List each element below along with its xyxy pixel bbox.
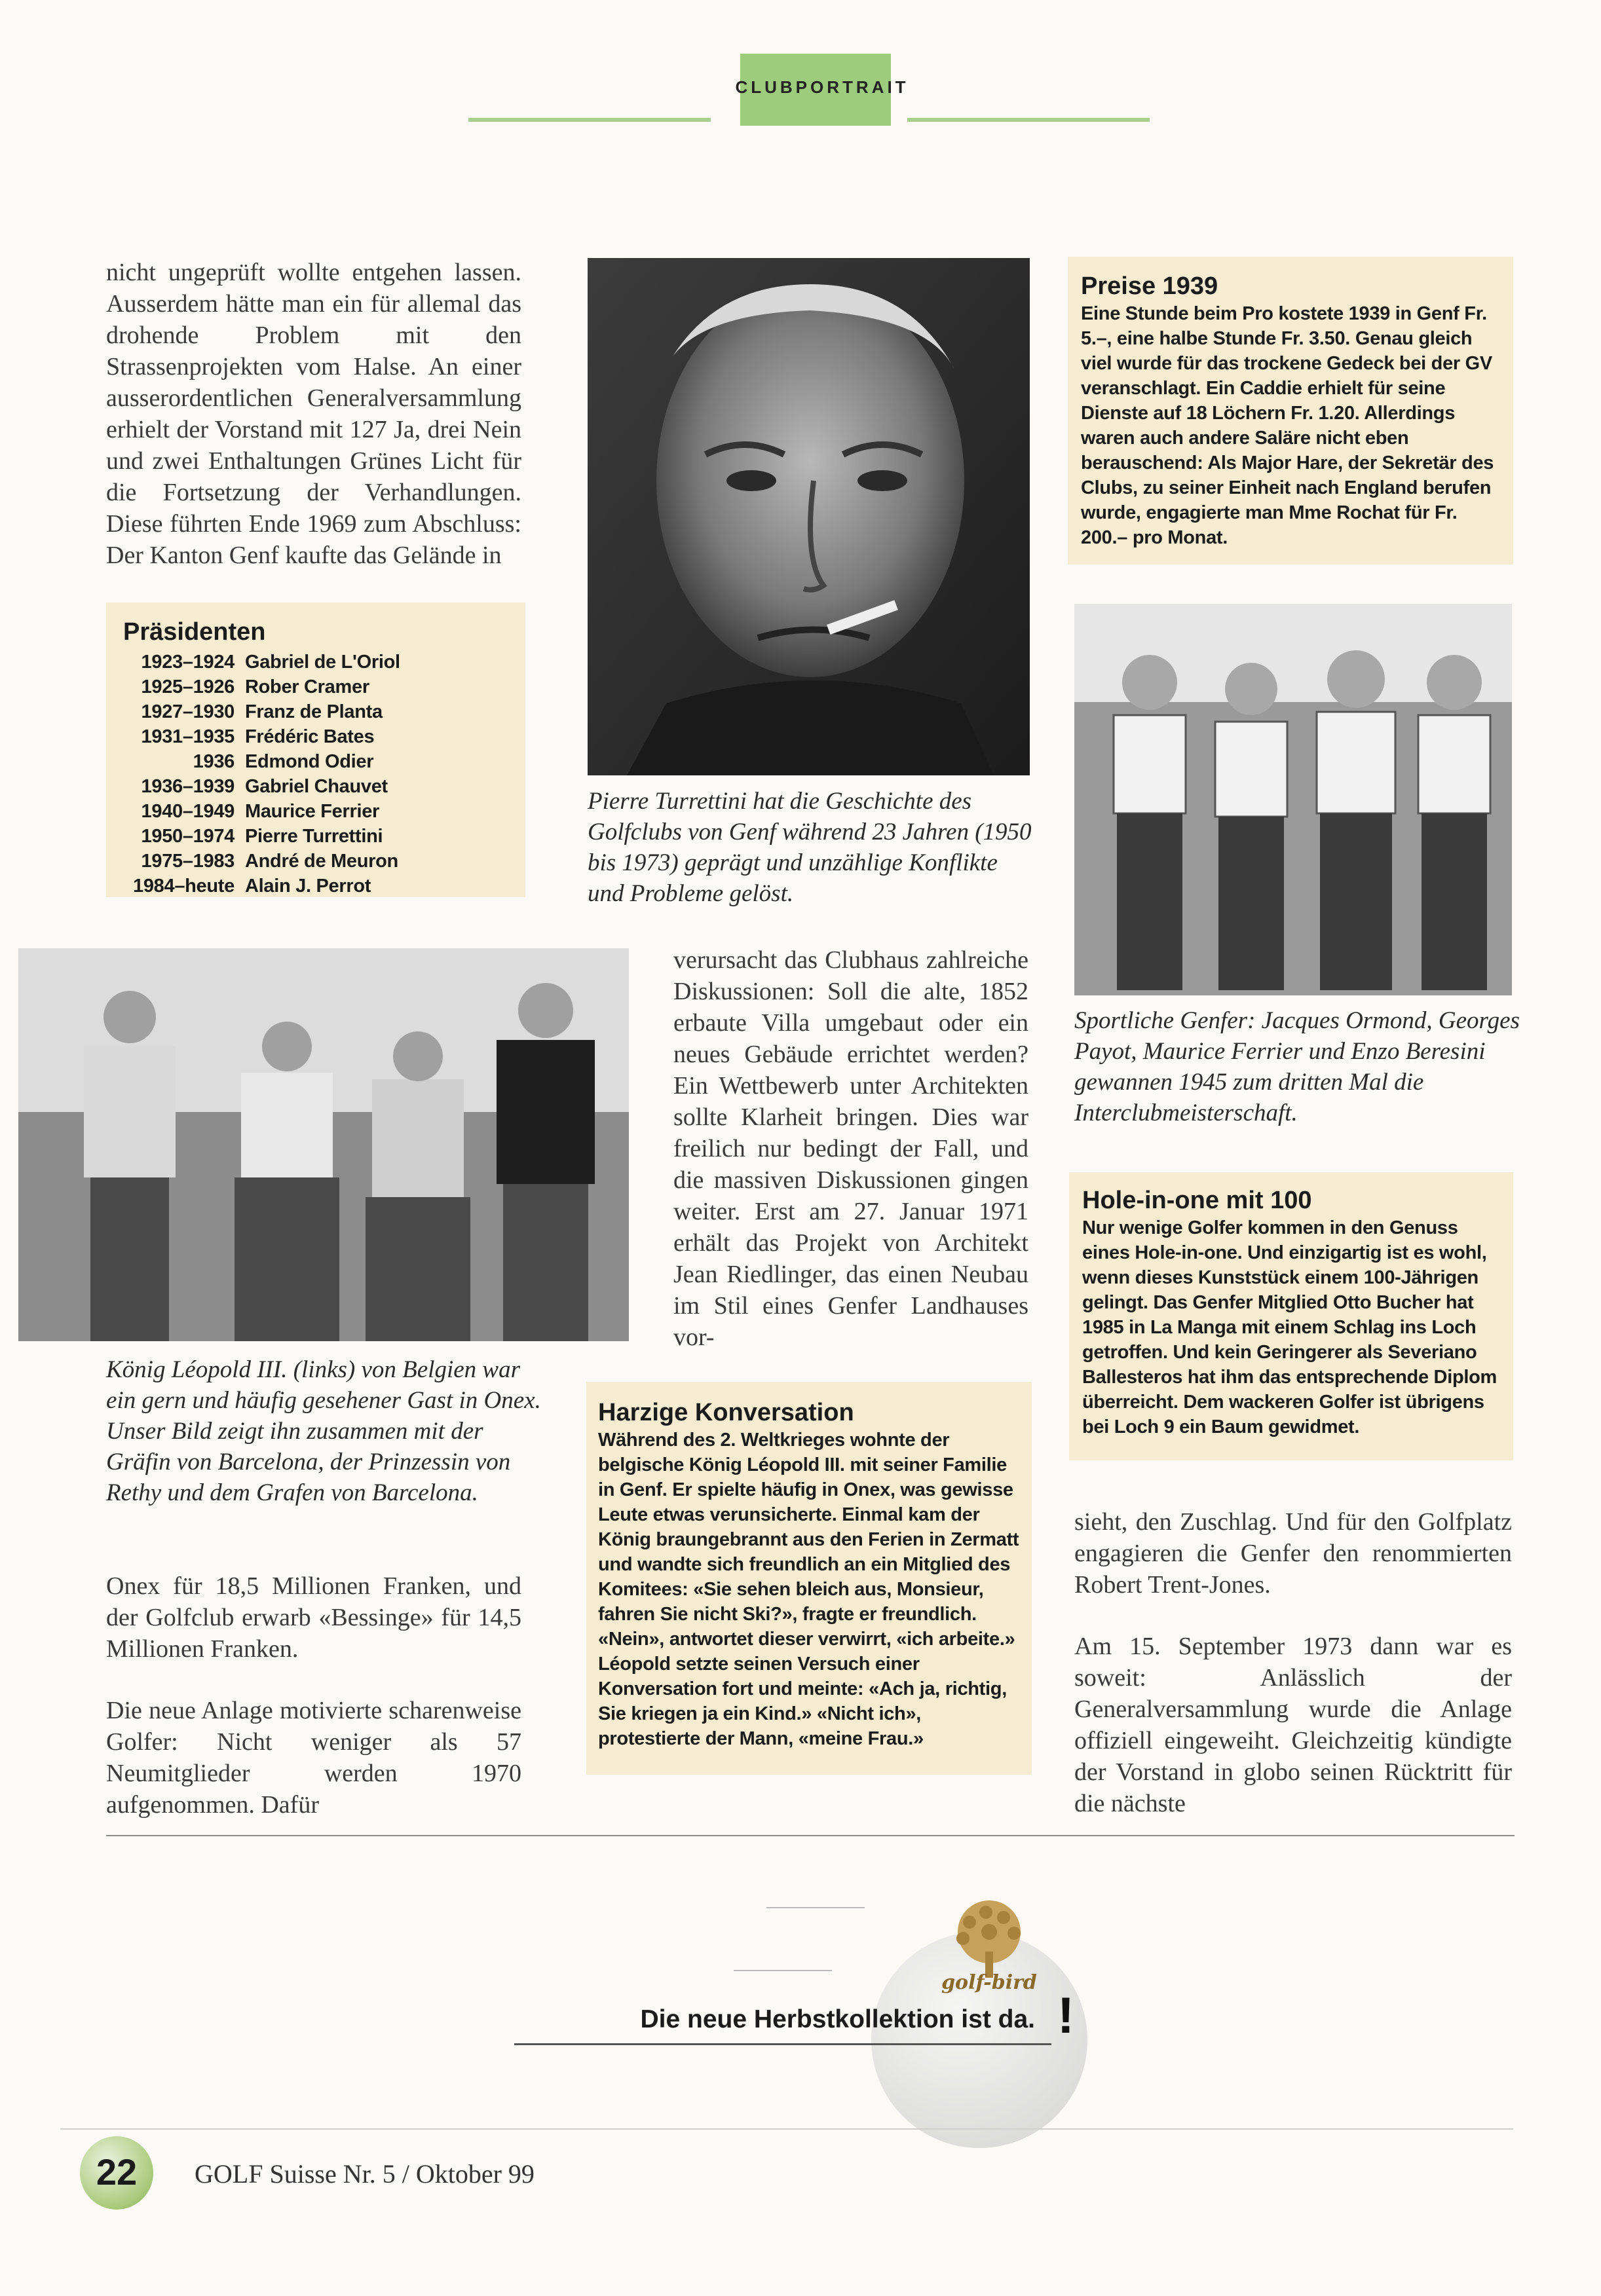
- president-row: [117, 824, 515, 849]
- president-years: 1936: [193, 751, 235, 772]
- header-section-label: CLUBPORTRAIT: [735, 77, 909, 97]
- header-rule-left: [468, 118, 711, 122]
- article-end-rule: [106, 1835, 1515, 1836]
- president-list: [117, 650, 515, 898]
- footer-issue: GOLF Suisse Nr. 5 / Oktober 99: [195, 2159, 535, 2189]
- president-name: Edmond Odier: [245, 751, 374, 772]
- president-years: 1925–1926: [141, 676, 235, 697]
- president-years: 1950–1974: [141, 826, 235, 847]
- paragraph: verursacht das Clubhaus zahlreiche Diskussionen: Soll die alte, 1852 erbaute Villa umgebaut oder ein neues Gebäude errichtet werden? Ein Wettbewerb unter Architekten sollte Klarheit bringen. Dies war freilich nur bedingt der Fall, und die massiven Diskussionen gingen weiter. Erst am 27. Januar 1971 erhält das Projekt von Architekt Jean Riedlinger, das einen Neubau im Stil eines Genfer Landhauses vor-: [673, 946, 1028, 1351]
- header-rule-right: [907, 118, 1150, 122]
- president-name: Gabriel de L'Oriol: [245, 652, 400, 673]
- president-row: [117, 874, 515, 898]
- portrait-caption: Pierre Turrettini hat die Geschichte des Golfclubs von Genf während 23 Jahren (1950 bis 1973) geprägt und unzählige Konflikte und Probleme gelöst.: [588, 788, 1032, 907]
- paragraph: Onex für 18,5 Millionen Franken, und der Golfclub erwarb «Bessinge» für 14,5 Millionen Franken.: [106, 1572, 521, 1663]
- president-name: Maurice Ferrier: [245, 801, 380, 822]
- ad-underline: [514, 2043, 1051, 2045]
- golfers-photo: [1074, 604, 1512, 995]
- royal-photo: [18, 948, 629, 1341]
- article-column-right-bottom: [1074, 1506, 1512, 1849]
- president-years: 1931–1935: [141, 726, 235, 747]
- article-column-left-bottom: [106, 1570, 521, 1851]
- president-name: Pierre Turrettini: [245, 826, 383, 847]
- paragraph: nicht ungeprüft wollte entgehen lassen. Ausserdem hätte man ein für allemal das drohende Problem mit den Strassenprojekten vom Halse. An einer ausserordentlichen Generalversammlung erhielt der Vorstand mit 127 Ja, drei Nein und zwei Enthaltungen Grünes Licht für die Fortsetzung der Verhandlungen. Diese führten Ende 1969 zum Abschluss: Der Kanton Genf kaufte das Gelände in: [106, 259, 521, 569]
- paragraph: Die neue Anlage motivierte scharenweise Golfer: Nicht weniger als 57 Neumitglieder werden 1970 aufgenommen. Dafür: [106, 1697, 521, 1819]
- president-years: 1923–1924: [141, 652, 235, 673]
- president-name: Gabriel Chauvet: [245, 776, 388, 797]
- info-box-text: Während des 2. Weltkrieges wohnte der belgische König Léopold III. mit seiner Familie in Genf. Er spielte häufig in Onex, was gewisse Leute etwas verunsicherte. Einmal kam der König braungebrannt aus den Ferien in Zermatt und wandte sich freundlich an ein Mitglied des Komitees: «Sie sehen bleich aus, Monsieur, fahren Sie nicht Ski?», fragte er freundlich. «Nein», antwortet dieser verwirrt, «ich arbeite.» Léopold setzte seinen Versuch einer Konversation fort und meinte: «Ach ja, richtig, Sie kriegen ja ein Kind.» «Nicht ich», protestierte der Mann, «meine Frau.»: [598, 1430, 1019, 1749]
- president-name: Alain J. Perrot: [245, 876, 371, 897]
- president-row: [117, 849, 515, 874]
- ad-rule-top: [766, 1907, 865, 1908]
- president-row: [117, 774, 515, 799]
- info-box-text: Nur wenige Golfer kommen in den Genuss eines Hole-in-one. Und einzigartig ist es wohl, wenn dieses Kunststück einem 100-Jährigen gelingt. Das Genfer Mitglied Otto Bucher hat 1985 in La Manga mit einem Schlag ins Loch getroffen. Und kein Geringerer als Severiano Ballesteros hat ihm das entsprechende Diplom überreicht. Dem wackeren Golfer ist übrigens bei Loch 9 ein Baum gewidmet.: [1082, 1217, 1497, 1437]
- info-box-harzige-konversation: [586, 1382, 1032, 1775]
- footer-rule: [60, 2128, 1513, 2130]
- portrait-photo: [588, 258, 1030, 775]
- article-column-left-top: [106, 257, 521, 601]
- president-name: Rober Cramer: [245, 676, 369, 697]
- president-row: [117, 724, 515, 749]
- info-box-title: Preise 1939: [1081, 272, 1218, 300]
- president-name: Frédéric Bates: [245, 726, 375, 747]
- president-years: 1940–1949: [141, 801, 235, 822]
- portrait-illustration: [588, 258, 1030, 775]
- president-years: 1936–1939: [141, 776, 235, 797]
- president-years: 1927–1930: [141, 701, 235, 722]
- president-row: [117, 799, 515, 824]
- ad-brand: golf-bird: [941, 1971, 1037, 1994]
- president-row: [117, 699, 515, 724]
- info-box-preise-1939: [1068, 257, 1513, 565]
- ad-exclamation-mark: !: [1057, 1986, 1074, 2044]
- president-name: Franz de Planta: [245, 701, 383, 722]
- ad-rule-bottom: [734, 1970, 832, 1971]
- golfers-caption: Sportliche Genfer: Jacques Ormond, Georges Payot, Maurice Ferrier und Enzo Beresini gewannen 1945 zum dritten Mal die Interclubmeisterschaft.: [1074, 1007, 1520, 1126]
- royal-caption: König Léopold III. (links) von Belgien war ein gern und häufig gesehener Gast in Onex. Unser Bild zeigt ihn zusammen mit der Gräfin von Barcelona, der Prinzessin von Rethy und dem Grafen von Barcelona.: [106, 1356, 541, 1506]
- royal-illustration: [18, 948, 629, 1341]
- info-box-hole-in-one: [1069, 1172, 1513, 1460]
- info-box-title: Präsidenten: [123, 618, 266, 646]
- info-box-presidents: [106, 602, 525, 897]
- info-box-title: Harzige Konversation: [598, 1399, 854, 1426]
- paragraph: Am 15. September 1973 dann war es soweit: Anlässlich der Generalversammlung wurde die Anlage offiziell eingeweiht. Gleichzeitig kündigte der Vorstand in globo seinen Rücktritt für die nächste: [1074, 1633, 1512, 1817]
- president-name: André de Meuron: [245, 851, 398, 872]
- paragraph: sieht, den Zuschlag. Und für den Golfplatz engagieren die Genfer den renommierten Robert Trent-Jones.: [1074, 1508, 1512, 1599]
- info-box-title: Hole-in-one mit 100: [1082, 1187, 1312, 1214]
- president-years: 1984–heute: [133, 876, 235, 897]
- article-column-middle: [673, 944, 1028, 1383]
- president-row: [117, 749, 515, 774]
- president-row: [117, 650, 515, 675]
- ad-slogan: Die neue Herbstkollektion ist da.: [640, 2005, 1035, 2033]
- info-box-text: Eine Stunde beim Pro kostete 1939 in Genf Fr. 5.–, eine halbe Stunde Fr. 3.50. Genau gleich viel wurde für das trockene Gedeck bei der GV veranschlagt. Ein Caddie erhielt für seine Dienste auf 18 Löchern Fr. 1.20. Allerdings waren auch andere Saläre nicht eben berauschend: Als Major Hare, der Sekretär des Clubs, zu seiner Einheit nach England berufen wurde, engagierte man Mme Rochat für Fr. 200.– pro Monat.: [1081, 303, 1494, 548]
- president-years: 1975–1983: [141, 851, 235, 872]
- president-row: [117, 675, 515, 699]
- golfers-illustration: [1074, 604, 1512, 995]
- page-number: 22: [96, 2151, 138, 2193]
